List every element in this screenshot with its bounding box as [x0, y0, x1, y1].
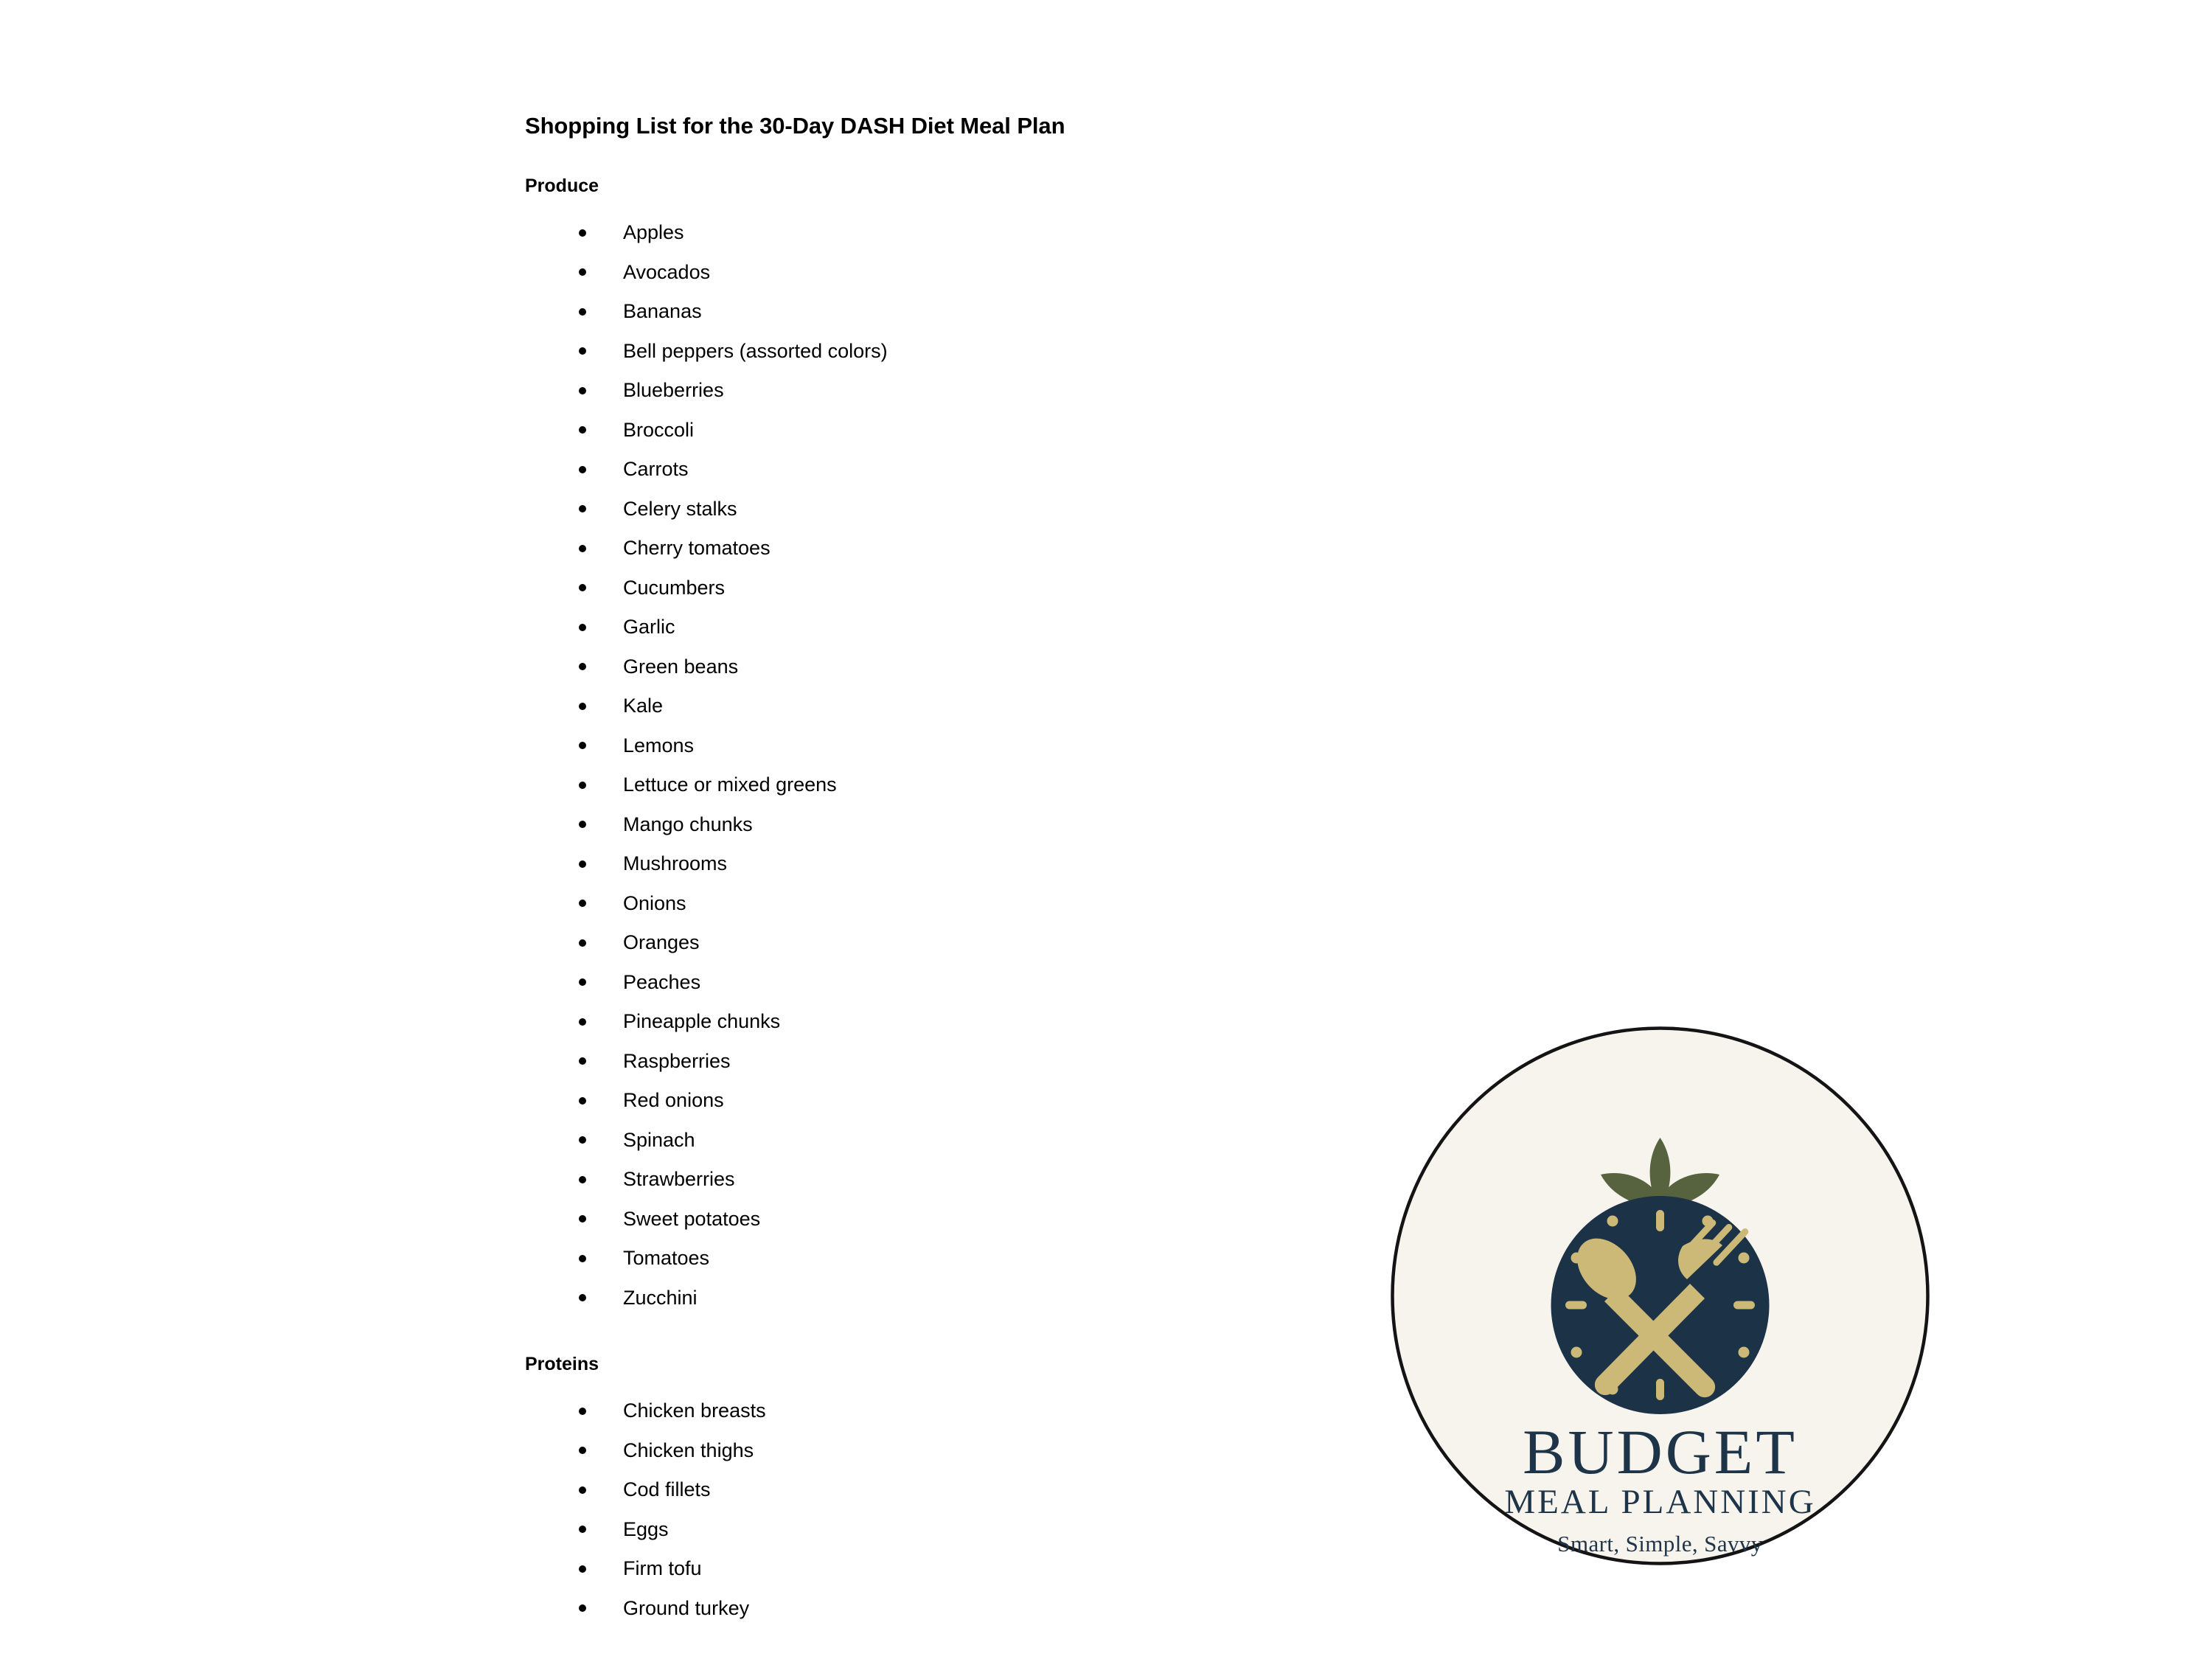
- list-item: Cod fillets: [525, 1470, 1926, 1510]
- list-item: Raspberries: [525, 1042, 1926, 1082]
- list-item: Garlic: [525, 608, 1926, 647]
- list-item: Firm tofu: [525, 1549, 1926, 1589]
- page-title: Shopping List for the 30-Day DASH Diet Meal Plan: [525, 113, 1065, 139]
- list-item: Apples: [525, 213, 1926, 253]
- list-item: Peaches: [525, 963, 1926, 1003]
- list-item: Carrots: [525, 450, 1926, 490]
- list-item: Celery stalks: [525, 490, 1926, 529]
- list-item: Green beans: [525, 647, 1926, 687]
- section-heading-produce: Produce: [525, 175, 599, 197]
- list-item: Zucchini: [525, 1279, 1926, 1318]
- list-item: Mushrooms: [525, 844, 1926, 884]
- list-item: Blueberries: [525, 371, 1926, 411]
- list-item: Chicken breasts: [525, 1391, 1926, 1431]
- list-item: Avocados: [525, 253, 1926, 293]
- list-item: Pineapple chunks: [525, 1002, 1926, 1042]
- list-item: Chicken thighs: [525, 1431, 1926, 1471]
- list-item: Bananas: [525, 292, 1926, 332]
- list-item: Kale: [525, 686, 1926, 726]
- list-item: Bell peppers (assorted colors): [525, 332, 1926, 372]
- list-item: Oranges: [525, 923, 1926, 963]
- section-heading-proteins: Proteins: [525, 1354, 599, 1375]
- list-item: Mango chunks: [525, 805, 1926, 845]
- list-item: Tomatoes: [525, 1239, 1926, 1279]
- brand-logo: [1389, 1025, 1931, 1567]
- list-item: Sweet potatoes: [525, 1200, 1926, 1239]
- logo-tagline: Smart, Simple, Savvy: [1557, 1531, 1763, 1557]
- logo-brand-line-2: MEAL PLANNING: [1504, 1483, 1816, 1521]
- list-item: Lemons: [525, 726, 1926, 766]
- list-item: Lettuce or mixed greens: [525, 765, 1926, 805]
- list-item: Cucumbers: [525, 568, 1926, 608]
- logo-brand-line-1: BUDGET: [1523, 1416, 1798, 1487]
- list-item: Onions: [525, 884, 1926, 924]
- list-item: Cherry tomatoes: [525, 529, 1926, 568]
- list-item: Eggs: [525, 1510, 1926, 1550]
- list-item: Spinach: [525, 1121, 1926, 1161]
- list-item: Red onions: [525, 1081, 1926, 1121]
- list-item: Strawberries: [525, 1160, 1926, 1200]
- list-item: Broccoli: [525, 411, 1926, 451]
- list-item: Ground turkey: [525, 1589, 1926, 1629]
